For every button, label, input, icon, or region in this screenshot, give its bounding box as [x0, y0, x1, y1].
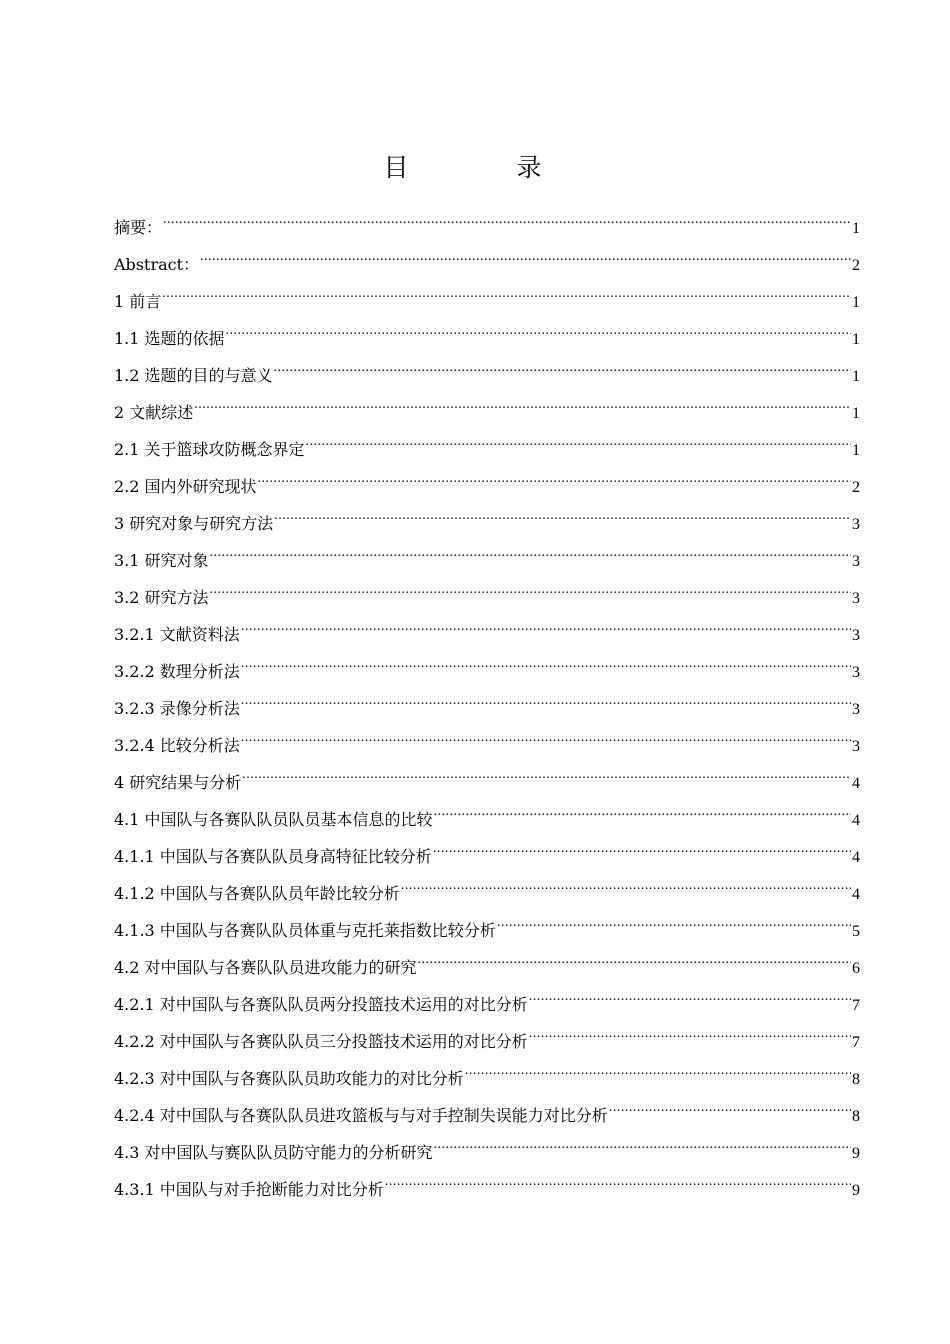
toc-dot-leader [200, 233, 851, 270]
toc-entry-page-number: 1 [852, 294, 860, 311]
toc-entry-page-number: 1 [852, 405, 860, 422]
toc-dot-leader [529, 1010, 851, 1047]
toc-dot-leader [306, 418, 851, 455]
toc-entry-label: 3.1 研究对象 [114, 551, 209, 570]
toc-entry-page-number: 3 [852, 553, 860, 570]
toc-entry-label: 3.2.3 录像分析法 [114, 699, 240, 718]
toc-title: 目 录 [383, 153, 592, 182]
toc-entry-label: 3.2 研究方法 [114, 588, 209, 607]
toc-entry[interactable] [114, 344, 860, 385]
toc-dot-leader [274, 344, 851, 381]
toc-entry-label: 4.1.2 中国队与各赛队队员年龄比较分析 [114, 884, 400, 903]
toc-dot-leader [401, 862, 851, 899]
toc-dot-leader [241, 603, 851, 640]
toc-entry[interactable] [114, 603, 860, 644]
toc-dot-leader [241, 640, 851, 677]
toc-dot-leader [609, 1084, 851, 1121]
toc-entry-label: 4.2 对中国队与各赛队队员进攻能力的研究 [114, 958, 417, 977]
toc-dot-leader [242, 751, 851, 788]
toc-entry-label: 2.2 国内外研究现状 [114, 477, 257, 496]
toc-entry-label: 4 研究结果与分析 [114, 773, 242, 792]
toc-entry-label: 1 前言 [114, 292, 162, 311]
toc-entry-label: 4.1 中国队与各赛队队员队员基本信息的比较 [114, 810, 433, 829]
toc-dot-leader [241, 714, 851, 751]
toc-entry-label: 1.1 选题的依据 [114, 329, 225, 348]
toc-entry-label: 4.2.4 对中国队与各赛队队员进攻篮板与与对手控制失误能力对比分析 [114, 1106, 608, 1125]
toc-entry-label: 4.2.1 对中国队与各赛队队员两分投篮技术运用的对比分析 [114, 995, 528, 1014]
toc-entry-page-number: 4 [852, 812, 860, 829]
table-of-contents [114, 196, 860, 1199]
toc-entry-label: 4.1.1 中国队与各赛队队员身高特征比较分析 [114, 847, 432, 866]
toc-dot-leader [258, 455, 851, 492]
toc-entry-page-number: 4 [852, 886, 860, 903]
toc-entry[interactable] [114, 418, 860, 459]
toc-entry-page-number: 3 [852, 627, 860, 644]
toc-dot-leader [433, 825, 851, 862]
toc-entry[interactable] [114, 529, 860, 570]
toc-dot-leader [210, 566, 851, 603]
toc-entry-page-number: 2 [852, 257, 860, 274]
toc-entry-label: 4.2.3 对中国队与各赛队队员助攻能力的对比分析 [114, 1069, 464, 1088]
toc-dot-leader [274, 492, 851, 529]
toc-entry-page-number: 7 [852, 997, 860, 1014]
toc-entry-page-number: 4 [852, 775, 860, 792]
toc-dot-leader [226, 307, 851, 344]
toc-entry[interactable] [114, 196, 860, 237]
toc-entry-page-number: 1 [852, 368, 860, 385]
toc-dot-leader [241, 677, 851, 714]
toc-entry-label: 2.1 关于篮球攻防概念界定 [114, 440, 305, 459]
toc-dot-leader [194, 381, 851, 418]
toc-entry[interactable] [114, 270, 860, 311]
toc-entry-label: 2 文献综述 [114, 403, 194, 422]
toc-dot-leader [418, 936, 851, 973]
toc-entry-page-number: 1 [852, 220, 860, 237]
toc-entry-page-number: 3 [852, 738, 860, 755]
toc-entry-page-number: 8 [852, 1071, 860, 1088]
toc-dot-leader [497, 899, 851, 936]
toc-dot-leader [385, 1158, 851, 1195]
toc-entry-label: 1.2 选题的目的与意义 [114, 366, 273, 385]
toc-dot-leader [465, 1047, 851, 1084]
toc-entry-label: 3.2.1 文献资料法 [114, 625, 240, 644]
toc-entry-label: 4.1.3 中国队与各赛队队员体重与克托莱指数比较分析 [114, 921, 496, 940]
toc-entry-page-number: 9 [852, 1182, 860, 1199]
toc-dot-leader [434, 788, 851, 825]
toc-entry-label: 3 研究对象与研究方法 [114, 514, 274, 533]
toc-dot-leader [529, 973, 851, 1010]
toc-entry-page-number: 7 [852, 1034, 860, 1051]
toc-entry-page-number: 3 [852, 664, 860, 681]
toc-entry-page-number: 1 [852, 442, 860, 459]
toc-entry-page-number: 3 [852, 516, 860, 533]
toc-entry-page-number: 6 [852, 960, 860, 977]
toc-entry-page-number: 4 [852, 849, 860, 866]
toc-entry-page-number: 1 [852, 331, 860, 348]
toc-entry-label: 3.2.2 数理分析法 [114, 662, 240, 681]
toc-entry-label: Abstract： [114, 255, 200, 274]
toc-dot-leader [434, 1121, 851, 1158]
toc-entry-page-number: 2 [852, 479, 860, 496]
toc-dot-leader [210, 529, 851, 566]
toc-entry[interactable] [114, 566, 860, 607]
toc-entry[interactable] [114, 233, 860, 274]
toc-entry-label: 4.3.1 中国队与对手抢断能力对比分析 [114, 1180, 384, 1199]
toc-dot-leader [162, 270, 851, 307]
toc-entry-label: 摘要： [114, 218, 163, 237]
toc-entry[interactable] [114, 307, 860, 348]
toc-entry-page-number: 9 [852, 1145, 860, 1162]
toc-entry-page-number: 8 [852, 1108, 860, 1125]
toc-entry-page-number: 5 [852, 923, 860, 940]
toc-dot-leader [163, 196, 851, 233]
toc-entry[interactable] [114, 381, 860, 422]
toc-entry-page-number: 3 [852, 701, 860, 718]
toc-entry-label: 3.2.4 比较分析法 [114, 736, 240, 755]
toc-entry-label: 4.2.2 对中国队与各赛队队员三分投篮技术运用的对比分析 [114, 1032, 528, 1051]
toc-entry-label: 4.3 对中国队与赛队队员防守能力的分析研究 [114, 1143, 433, 1162]
toc-entry-page-number: 3 [852, 590, 860, 607]
